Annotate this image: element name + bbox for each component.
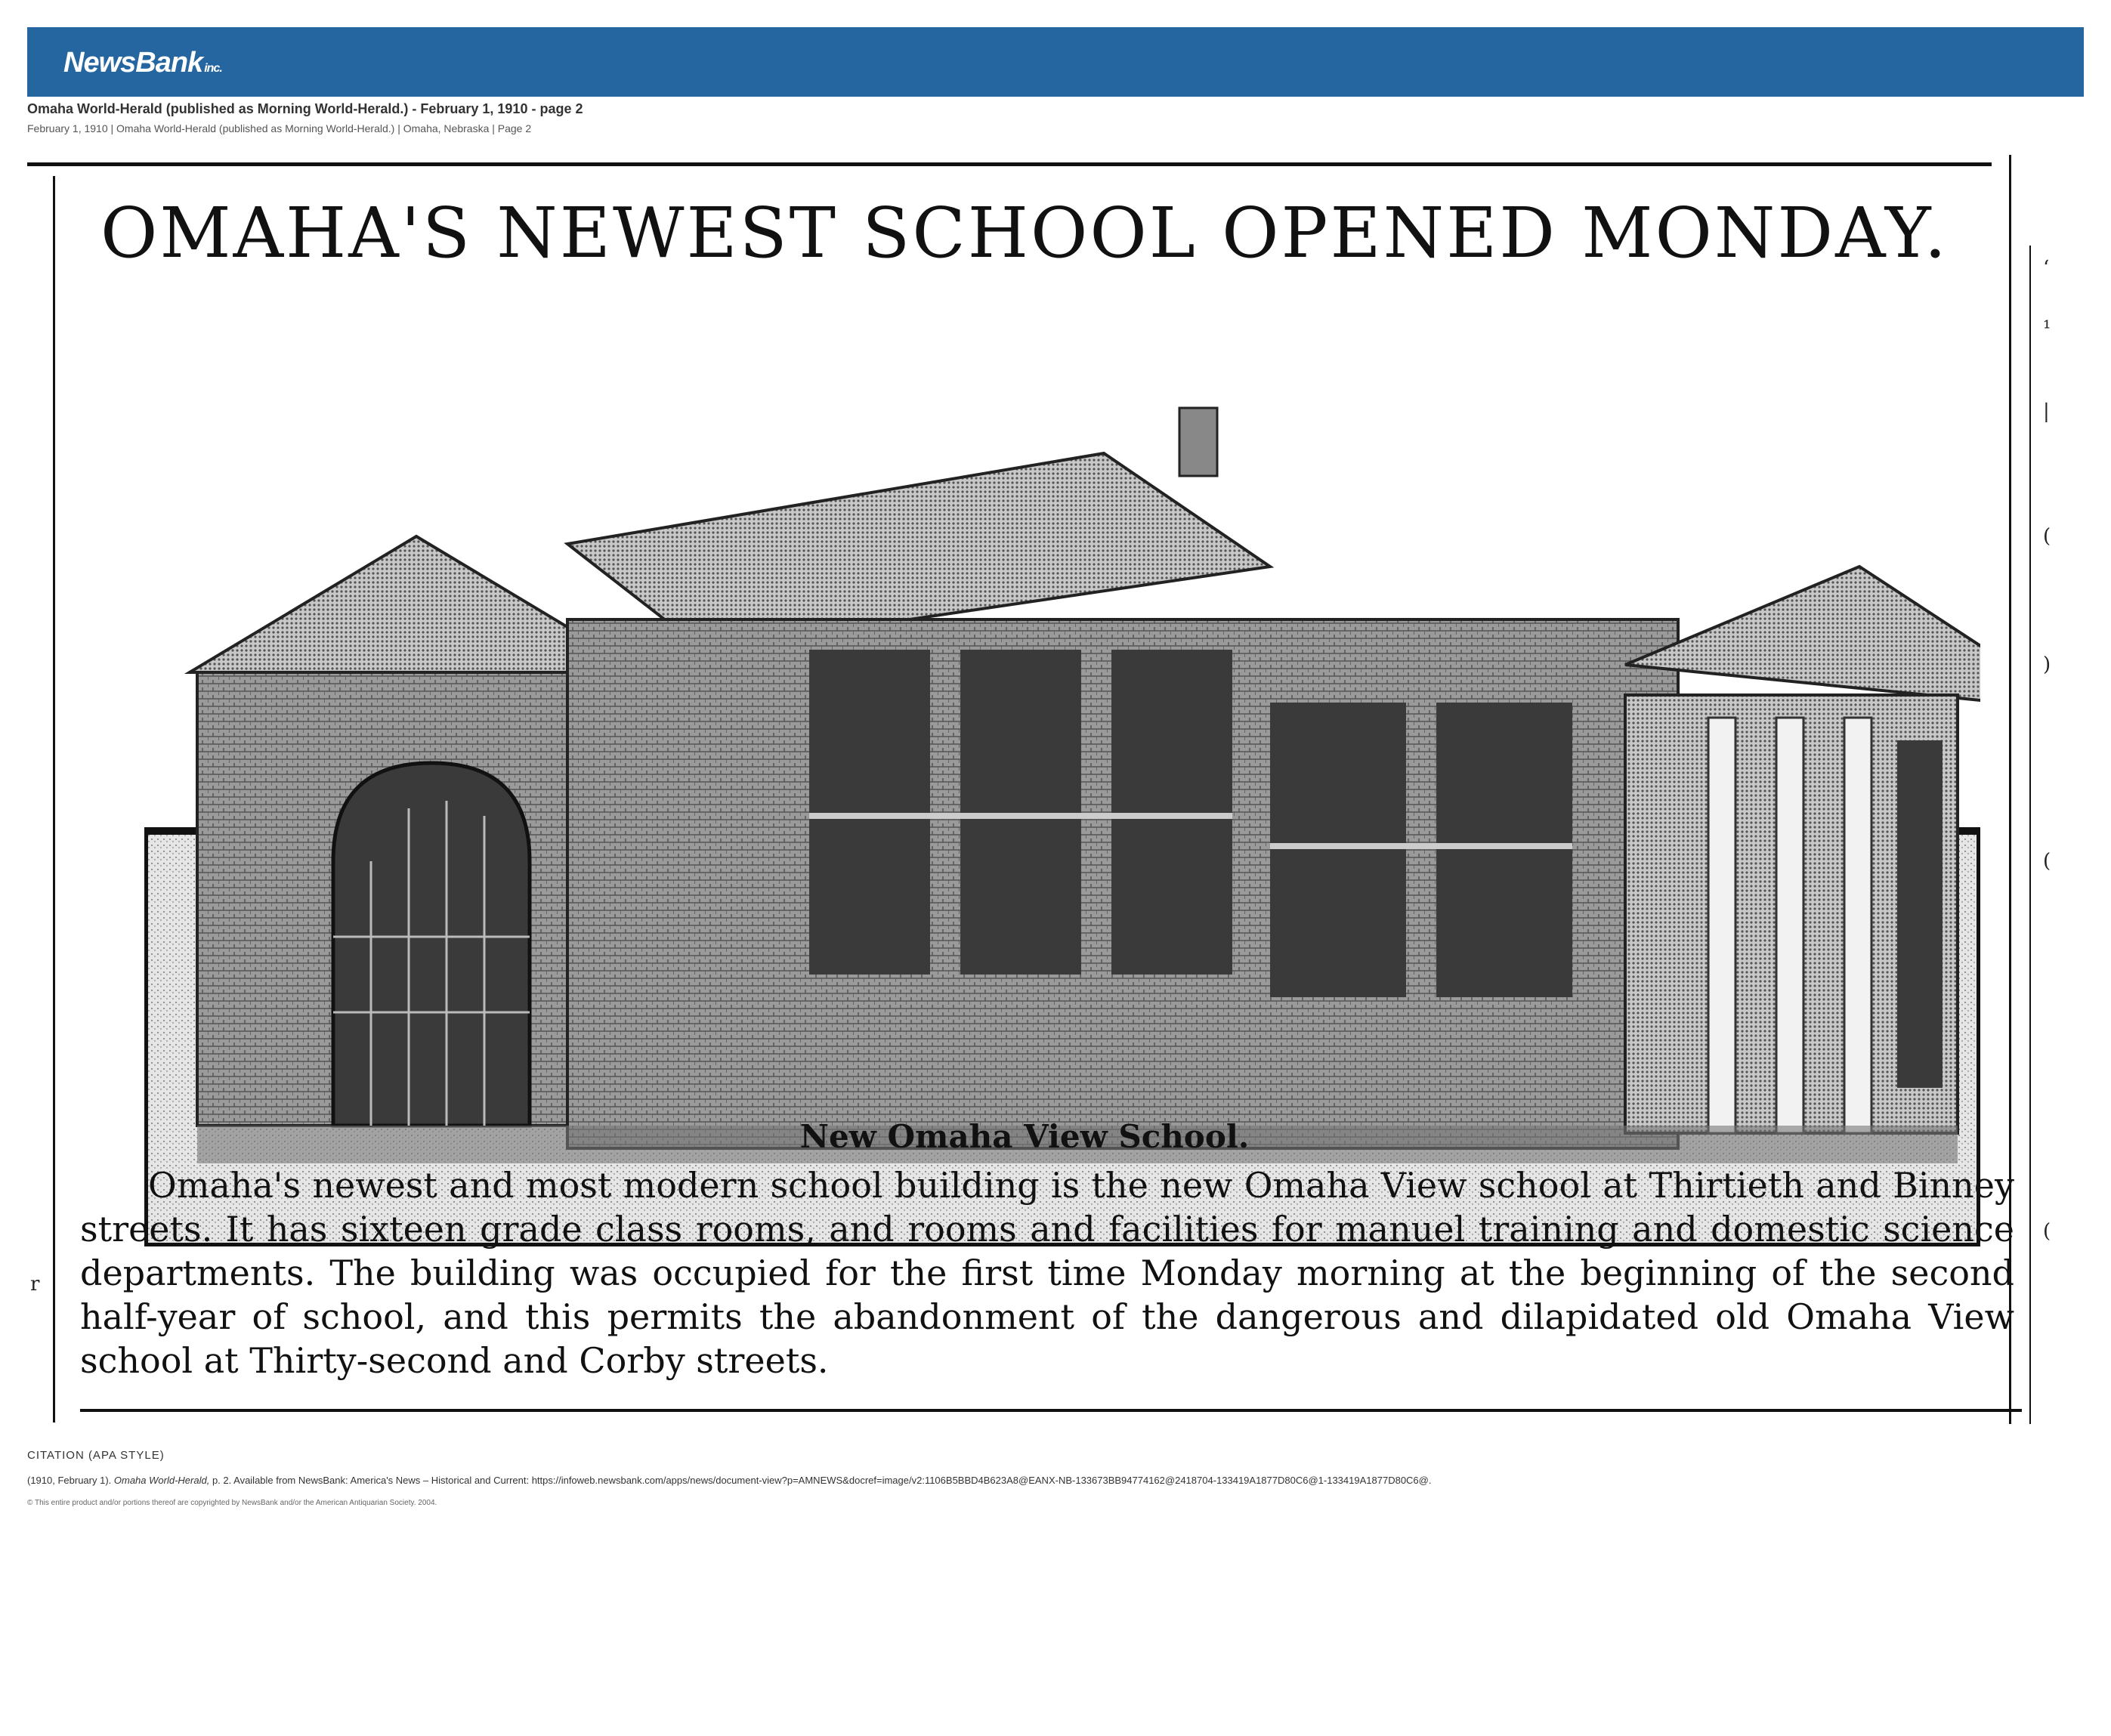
margin-fragment: ( bbox=[2043, 525, 2051, 548]
margin-fragment: ) bbox=[2043, 653, 2051, 676]
chimney bbox=[1179, 408, 1217, 476]
arched-window bbox=[333, 763, 530, 1126]
citation-text[interactable] bbox=[27, 1475, 1431, 1486]
margin-fragment: r bbox=[30, 1273, 40, 1296]
headline: OMAHA'S NEWEST SCHOOL OPENED MONDAY. bbox=[100, 193, 1949, 273]
column bbox=[1776, 718, 1803, 1133]
logo-suffix: inc. bbox=[204, 62, 222, 75]
margin-fragment: ( bbox=[2043, 1220, 2051, 1243]
document-title: Omaha World-Herald (published as Morning World-Herald.) - February 1, 1910 - page 2 bbox=[27, 101, 583, 116]
column bbox=[1708, 718, 1735, 1133]
right-outer-rule bbox=[2029, 246, 2031, 1424]
citation-body: p. 2. Available from NewsBank: America's News – Historical and Current: https://infoweb.newsbank.com/apps/news/document-view?p=AMNEWS&docref=image/v2:1106B5BBD4B623A8@EANX-NB-133673BB94774162@2418704-133419A1877D80C6@1-133419A1877D80C6@. bbox=[209, 1475, 1432, 1486]
citation-prefix: (1910, February 1). bbox=[27, 1475, 114, 1486]
top-rule bbox=[27, 162, 1992, 166]
margin-fragment: ‘ bbox=[2043, 257, 2050, 280]
school-building-photo bbox=[144, 317, 1980, 1246]
bottom-rule bbox=[80, 1409, 2022, 1412]
document-subtitle: February 1, 1910 | Omaha World-Herald (published as Morning World-Herald.) | Omaha, Nebraska | Page 2 bbox=[27, 122, 532, 134]
photo-caption: New Omaha View School. bbox=[799, 1118, 1250, 1155]
newsbank-logo[interactable] bbox=[63, 47, 222, 79]
newsbank-header-bar bbox=[27, 27, 2084, 97]
newspaper-clipping bbox=[27, 155, 2084, 1428]
citation-source: Omaha World-Herald, bbox=[113, 1475, 210, 1486]
margin-fragment: ( bbox=[2043, 850, 2051, 873]
logo-text: NewsBank bbox=[63, 47, 203, 79]
margin-fragment: ¹ bbox=[2043, 317, 2051, 340]
left-rule bbox=[53, 176, 55, 1422]
margin-fragment: | bbox=[2043, 400, 2050, 423]
citation-label: CITATION (APA STYLE) bbox=[27, 1449, 165, 1462]
column bbox=[1844, 718, 1871, 1133]
article-body: Omaha's newest and most modern school building is the new Omaha View school at Thirtieth and Binney streets. It has sixteen grade class rooms, and rooms and facilities for manuel training and domestic science departments. The building was occupied for the first time Monday morning at the beginning of the second half-year of school, and this permits the abandonment of the dangerous and dilapidated old Omaha View school at Thirty-second and Corby streets. bbox=[80, 1165, 2014, 1381]
copyright-notice: © This entire product and/or portions thereof are copyrighted by NewsBank and/or the American Antiquarian Society. 2004. bbox=[27, 1499, 437, 1507]
